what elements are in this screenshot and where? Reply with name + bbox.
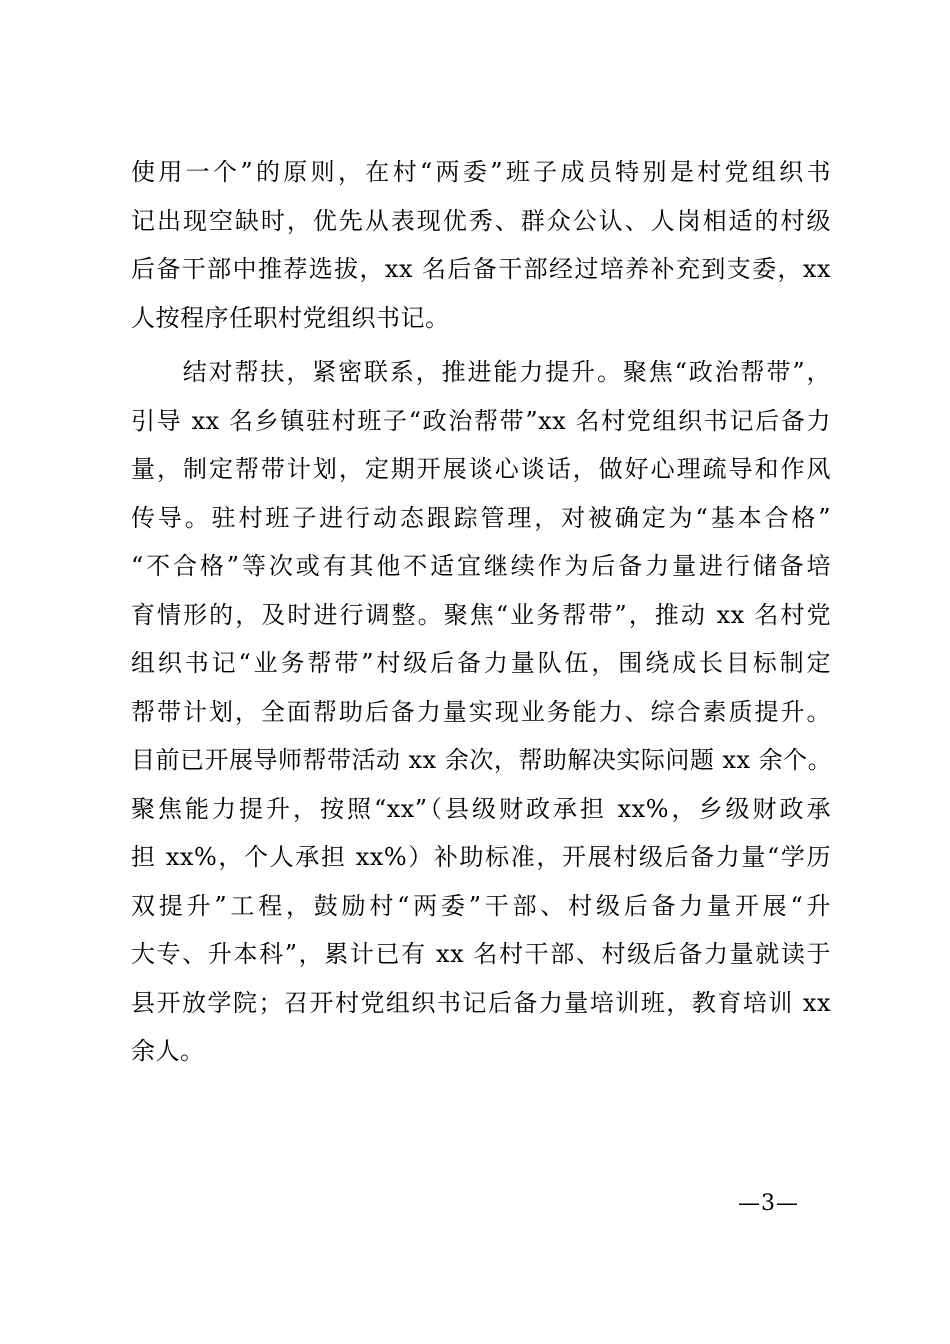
paragraph-1 [131, 148, 831, 342]
text-line: “不合格”等次或有其他不适宜继续作为后备力量进行储备培 [131, 552, 831, 580]
text-line: 人按程序任职村党组织书记。 [131, 303, 450, 332]
text-line: 育情形的，及时进行调整。聚焦“业务帮带”，推动 xx 名村党 [131, 600, 831, 629]
paragraph-2 [131, 348, 831, 1076]
text-line: 大专、升本科”，累计已有 xx 名村干部、村级后备力量就读于 [131, 940, 831, 968]
text-line: 量，制定帮带计划，定期开展谈心谈话，做好心理疏导和作风 [131, 455, 831, 483]
text-line: 传导。驻村班子进行动态跟踪管理，对被确定为“基本合格” [131, 503, 831, 532]
document-body [131, 148, 831, 1076]
text-line: 聚焦能力提升，按照“xx”（县级财政承担 xx%，乡级财政承 [131, 794, 831, 823]
text-line: 县开放学院；召开村党组织书记后备力量培训班，教育培训 xx [131, 988, 831, 1017]
text-line: 引导 xx 名乡镇驻村班子“政治帮带”xx 名村党组织书记后备力 [131, 406, 831, 435]
text-line: 担 xx%，个人承担 xx%）补助标准，开展村级后备力量“学历 [131, 843, 831, 871]
text-line: 后备干部中推荐选拔，xx 名后备干部经过培养补充到支委，xx [131, 255, 831, 283]
text-line: 目前已开展导师帮带活动 xx 余次，帮助解决实际问题 xx 余个。 [131, 746, 833, 774]
text-line: 结对帮扶，紧密联系，推进能力提升。聚焦“政治帮带”， [131, 358, 831, 386]
text-line: 记出现空缺时，优先从表现优秀、群众公认、人岗相适的村级 [131, 206, 831, 235]
page-number: —3— [738, 1191, 799, 1216]
text-line: 组织书记“业务帮带”村级后备力量队伍，围绕成长目标制定 [131, 649, 831, 677]
text-line: 双提升”工程，鼓励村“两委”干部、村级后备力量开展“升 [131, 891, 831, 920]
text-line: 使用一个”的原则，在村“两委”班子成员特别是村党组织书 [131, 158, 831, 186]
text-line: 余人。 [131, 1037, 205, 1065]
text-line: 帮带计划，全面帮助后备力量实现业务能力、综合素质提升。 [131, 697, 831, 726]
